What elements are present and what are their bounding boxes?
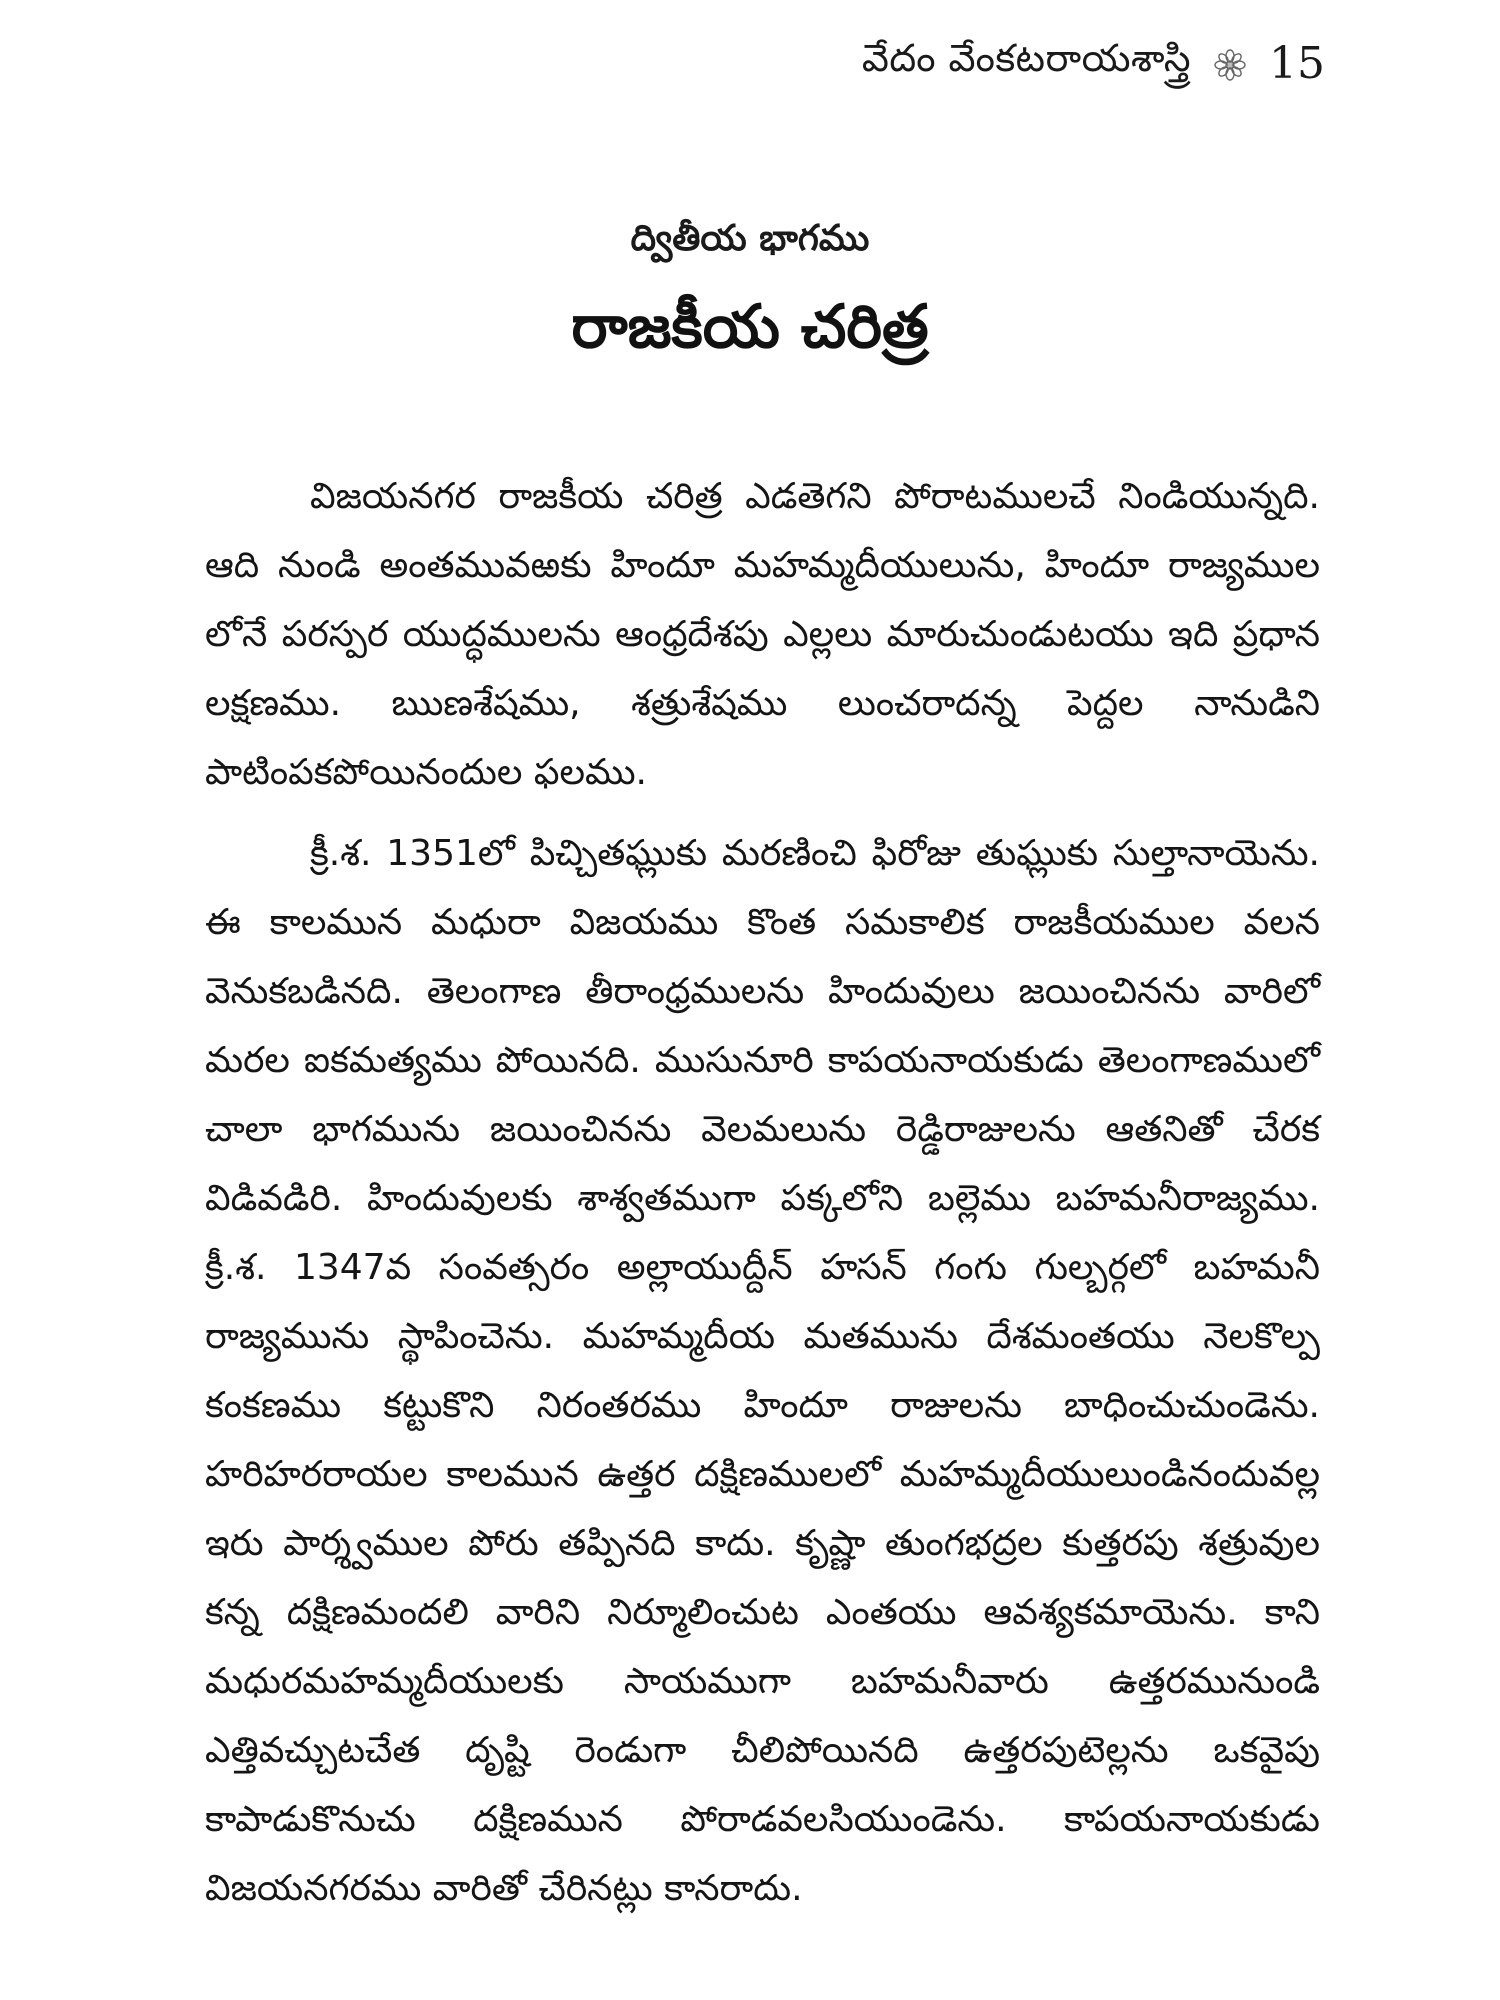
paragraph: విజయనగర రాజకీయ చరిత్ర ఎడతెగని పోరాటములచే నిండియున్నది. ఆది నుండి అంతమువఱకు హిందూ మహమ్మదీయులును, హిందూ రాజ్యముల లోనే పరస్పర యుద్ధములను ఆంధ్రదేశపు ఎల్లలు మారుచుండుటయు ఇది ప్రధాన లక్షణము. ఋణశేషము, శత్రుశేషము లుంచరాదన్న పెద్దల నానుడిని పాటింపకపోయినందుల ఫలము. bbox=[205, 476, 1320, 793]
running-header bbox=[862, 36, 1325, 90]
flower-ornament-icon bbox=[1213, 46, 1247, 80]
body-text bbox=[205, 462, 1320, 1923]
chapter-title: రాజకీయ చరిత్ర bbox=[571, 292, 929, 362]
running-header-title: వేదం వేంకటరాయశాస్త్రి bbox=[861, 36, 1191, 80]
paragraph: క్రీ.శ. 1351లో పిచ్చితఘ్లుకు మరణించి ఫిరోజు తుఘ్లుకు సుల్తానాయెను. ఈ కాలమున మధురా విజయము కొంత సమకాలిక రాజకీయముల వలన వెనుకబడినది. తెలంగాణ తీరాంధ్రములను హిందువులు జయించినను వారిలో మరల ఐకమత్యము పోయినది. ముసునూరి కాపయనాయకుడు తెలంగాణములో చాలా భాగమును జయించినను వెలమలును రెడ్డిరాజులను ఆతనితో చేరక విడివడిరి. హిందువులకు శాశ్వతముగా పక్కలోని బల్లెము బహమనీరాజ్యము. క్రీ.శ. 1347వ సంవత్సరం అల్లాయుద్దీన్ హసన్ గంగు గుల్బర్గలో బహమనీ రాజ్యమును స్థాపించెను. మహమ్మదీయ మతమును దేశమంతయు నెలకొల్ప కంకణము కట్టుకొని నిరంతరము హిందూ రాజులను బాధించుచుండెను. హరిహరరాయల కాలమున ఉత్తర దక్షిణములలో మహమ్మదీయులుండినందువల్ల ఇరు పార్శ్వముల పోరు తప్పినది కాదు. కృష్ణా తుంగభద్రల కుత్తరపు శత్రువుల కన్న దక్షిణమందలి వారిని నిర్మూలించుట ఎంతయు ఆవశ్యకమాయెను. కాని మధురమహమ్మదీయులకు సాయముగా బహమనీవారు ఉత్తరమునుండి ఎత్తివచ్చుటచేత దృష్టి రెండుగా చీలిపోయినది ఉత్తరపుటెల్లను ఒకవైపు కాపాడుకొనుచు దక్షిణమున పోరాడవలసియుండెను. కాపయనాయకుడు విజయనగరము వారితో చేరినట్లు కానరాదు. bbox=[205, 833, 1320, 1909]
part-label: ద్వితీయ భాగము bbox=[630, 218, 870, 259]
page-number: 15 bbox=[1269, 37, 1325, 89]
